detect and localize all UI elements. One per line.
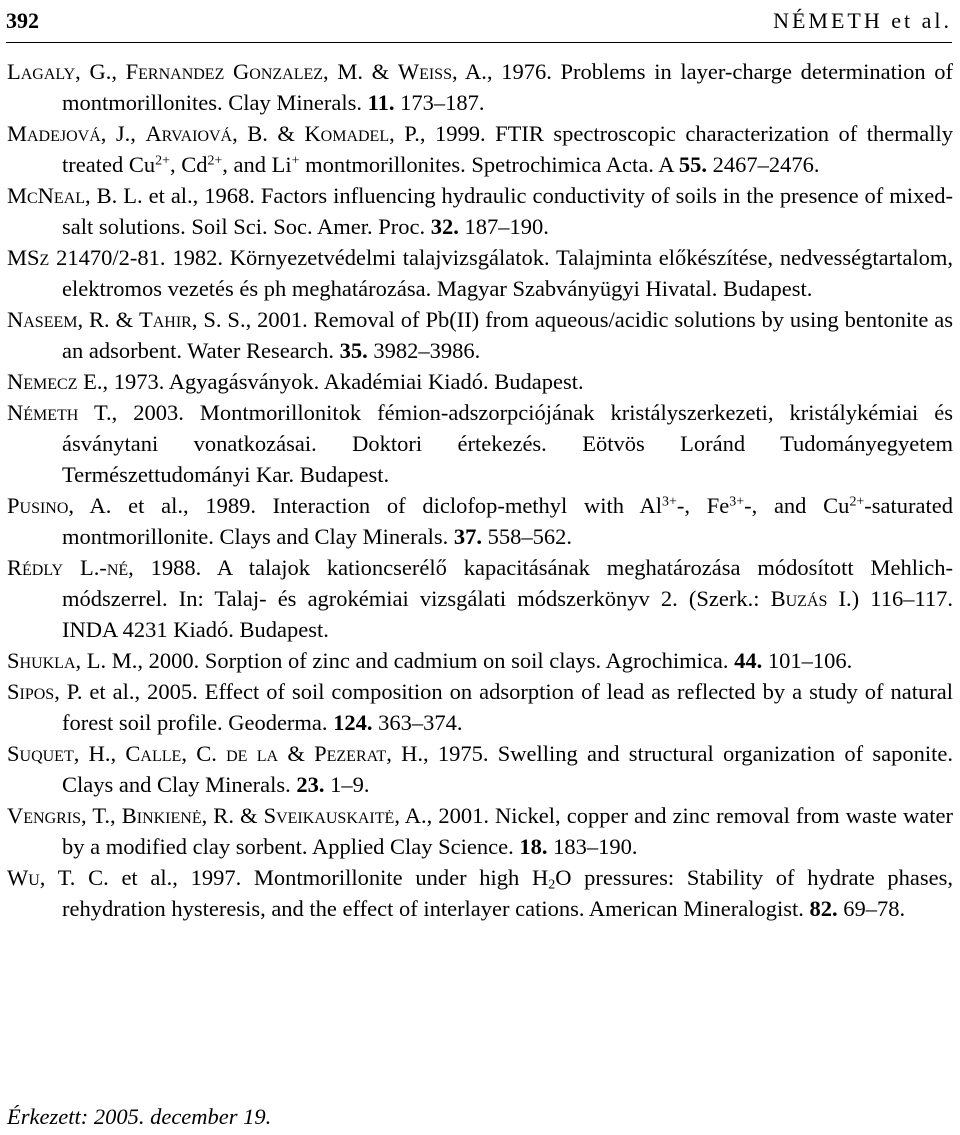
reference-text: L.- — [63, 555, 107, 580]
reference-text: I.) 116–117. INDA 4231 Kiadó. Budapest. — [62, 586, 953, 642]
reference-text: 69–78. — [837, 896, 906, 921]
received-date: Érkezett: 2005. december 19. — [7, 1104, 272, 1129]
reference-text: 124. — [333, 710, 373, 735]
reference-entry — [7, 397, 953, 490]
reference-text: -saturated montmorillonite. Clays and Clay Minerals. — [62, 493, 953, 549]
author-name: Binkienė — [121, 803, 202, 828]
reference-text: , and Li — [222, 152, 292, 177]
reference-entry — [7, 800, 953, 862]
reference-text: , H., — [73, 741, 126, 766]
author-name: Shukla — [7, 648, 76, 673]
author-name: MSz — [7, 245, 50, 270]
author-name: Buzás — [770, 586, 828, 611]
reference-text: 23. — [296, 772, 325, 797]
reference-entry — [7, 56, 953, 118]
reference-text: , B. L. et al., 1968. Factors influencing hydraulic conductivity of soils in the presence of mixed-salt solutions. Soil Sci. Soc. Amer. Proc. — [62, 183, 953, 239]
reference-text: 44. — [734, 648, 763, 673]
reference-text: T., 2003. Montmorillonitok fémion-adszorpciójának kristályszerkezeti, kristálykémiai és ásványtani vonatkozásai. Doktori értekezés. Eötvös Loránd Tudományegyetem Természettudományi Kar. Budapest. — [62, 400, 953, 487]
reference-text: 32. — [430, 214, 459, 239]
reference-entry — [7, 242, 953, 304]
reference-text: 55. — [678, 152, 707, 177]
header-rule — [6, 42, 952, 43]
reference-text: 2+ — [849, 494, 865, 510]
author-name: Sipos — [7, 679, 55, 704]
reference-entry — [7, 118, 953, 180]
author-name: Weiss — [397, 59, 452, 84]
reference-text: 3982–3986. — [367, 338, 481, 363]
reference-text: , A., 1976. Problems in layer-charge determination of montmorillonites. Clay Minerals. — [62, 59, 953, 115]
reference-entry — [7, 490, 953, 552]
reference-text: 173–187. — [394, 90, 485, 115]
author-name: Wu — [7, 865, 40, 890]
author-name: Calle — [125, 741, 182, 766]
reference-text: 3+ — [662, 494, 677, 510]
author-name: Nemecz — [7, 369, 78, 394]
page-number: 392 — [6, 8, 39, 33]
author-name: Naseem — [7, 307, 78, 332]
reference-text: , R. & — [77, 307, 139, 332]
reference-text: 558–562. — [481, 524, 572, 549]
reference-text: 11. — [367, 90, 395, 115]
reference-text: 21470/2-81. 1982. Környezetvédelmi talajvizsgálatok. Talajminta előkészítése, nedvességtartalom, elektromos vezetés és ph meghatározása. Magyar Szabványügyi Hivatal. Budapest. — [49, 245, 953, 301]
reference-text: 18. — [519, 834, 548, 859]
reference-text: , 1988. A talajok kationcserélő kapacitásának meghatározása módosított Mehlich-módszerrel. In: Talaj- és agrokémiai vizsgálati módszerkönyv 2. (Szerk.: — [62, 555, 953, 611]
reference-entry — [7, 304, 953, 366]
author-name: Arvaiová — [145, 121, 233, 146]
reference-entry — [7, 180, 953, 242]
author-name: Pusino — [7, 493, 69, 518]
reference-text: & — [278, 741, 315, 766]
reference-text: , P., 1999. FTIR spectroscopic characterization of thermally treated Cu — [62, 121, 954, 177]
reference-text: , H., 1975. Swelling and structural organization of saponite. Clays and Clay Minerals. — [62, 741, 954, 797]
reference-text: 2+ — [207, 153, 223, 169]
reference-text: 101–106. — [762, 648, 853, 673]
author-name: né — [106, 555, 129, 580]
reference-text: O pressures: Stability of hydrate phases, rehydration hysteresis, and the effect of interlayer cations. American Mineralogist. — [62, 865, 953, 921]
reference-text: , J., — [100, 121, 146, 146]
running-header — [6, 8, 952, 36]
author-name: Vengris — [7, 803, 82, 828]
reference-text: -, and Cu — [744, 493, 850, 518]
reference-text: , S. S., 2001. Removal of Pb(II) from aqueous/acidic solutions by using bentonite as an adsorbent. Water Research. — [62, 307, 953, 363]
reference-entry — [7, 645, 953, 676]
reference-text: , Cd — [169, 152, 208, 177]
reference-text: montmorillonites. Spetrochimica Acta. A — [299, 152, 679, 177]
reference-text: 2 — [548, 877, 556, 893]
author-name: Komadel — [304, 121, 390, 146]
author-name: Sveikauskaitė — [263, 803, 395, 828]
reference-text: E., 1973. Agyagásványok. Akadémiai Kiadó. Budapest. — [77, 369, 584, 394]
author-name: Rédly — [7, 555, 64, 580]
author-name: de la — [226, 741, 279, 766]
reference-text: , P. et al., 2005. Effect of soil composition on adsorption of lead as reflected by a study of natural forest soil profile. Geoderma. — [54, 679, 953, 735]
reference-text: + — [291, 153, 300, 169]
author-name: Németh — [7, 400, 79, 425]
reference-entry — [7, 862, 953, 924]
reference-text: , A. et al., 1989. Interaction of diclofop-methyl with Al — [68, 493, 663, 518]
reference-text: , R. & — [201, 803, 264, 828]
author-name: Lagaly — [7, 59, 76, 84]
reference-text: , M. & — [323, 59, 398, 84]
reference-text: , G., — [75, 59, 126, 84]
reference-text: 2+ — [155, 153, 170, 169]
reference-entry — [7, 676, 953, 738]
reference-entry — [7, 366, 953, 397]
author-name: Pezerat — [314, 741, 387, 766]
reference-text: 187–190. — [458, 214, 549, 239]
reference-text: , C. — [181, 741, 227, 766]
reference-text: , B. & — [232, 121, 305, 146]
author-name: Madejová — [7, 121, 101, 146]
reference-text: , T. C. et al., 1997. Montmorillonite under high H — [39, 865, 549, 890]
reference-entry — [7, 552, 953, 645]
reference-text: 3+ — [729, 494, 745, 510]
reference-text: 363–374. — [372, 710, 463, 735]
reference-entry — [7, 738, 953, 800]
reference-text: 2467–2476. — [706, 152, 820, 177]
reference-text: 35. — [339, 338, 368, 363]
author-name: Suquet — [7, 741, 74, 766]
reference-text: 37. — [453, 524, 482, 549]
reference-list — [7, 56, 953, 924]
reference-text: 82. — [809, 896, 838, 921]
reference-text: , T., — [81, 803, 122, 828]
reference-text: 1–9. — [324, 772, 370, 797]
reference-text: 183–190. — [547, 834, 638, 859]
reference-text: , L. M., 2000. Sorption of zinc and cadmium on soil clays. Agrochimica. — [75, 648, 735, 673]
reference-text: -, Fe — [676, 493, 730, 518]
author-name: McNeal — [7, 183, 86, 208]
author-name: Fernandez Gonzalez — [125, 59, 324, 84]
reference-text: , A., 2001. Nickel, copper and zinc removal from waste water by a modified clay sorbent. Applied Clay Science. — [62, 803, 953, 859]
author-name: Tahir — [138, 307, 192, 332]
running-head-authors: NÉMETH et al. — [773, 8, 952, 33]
